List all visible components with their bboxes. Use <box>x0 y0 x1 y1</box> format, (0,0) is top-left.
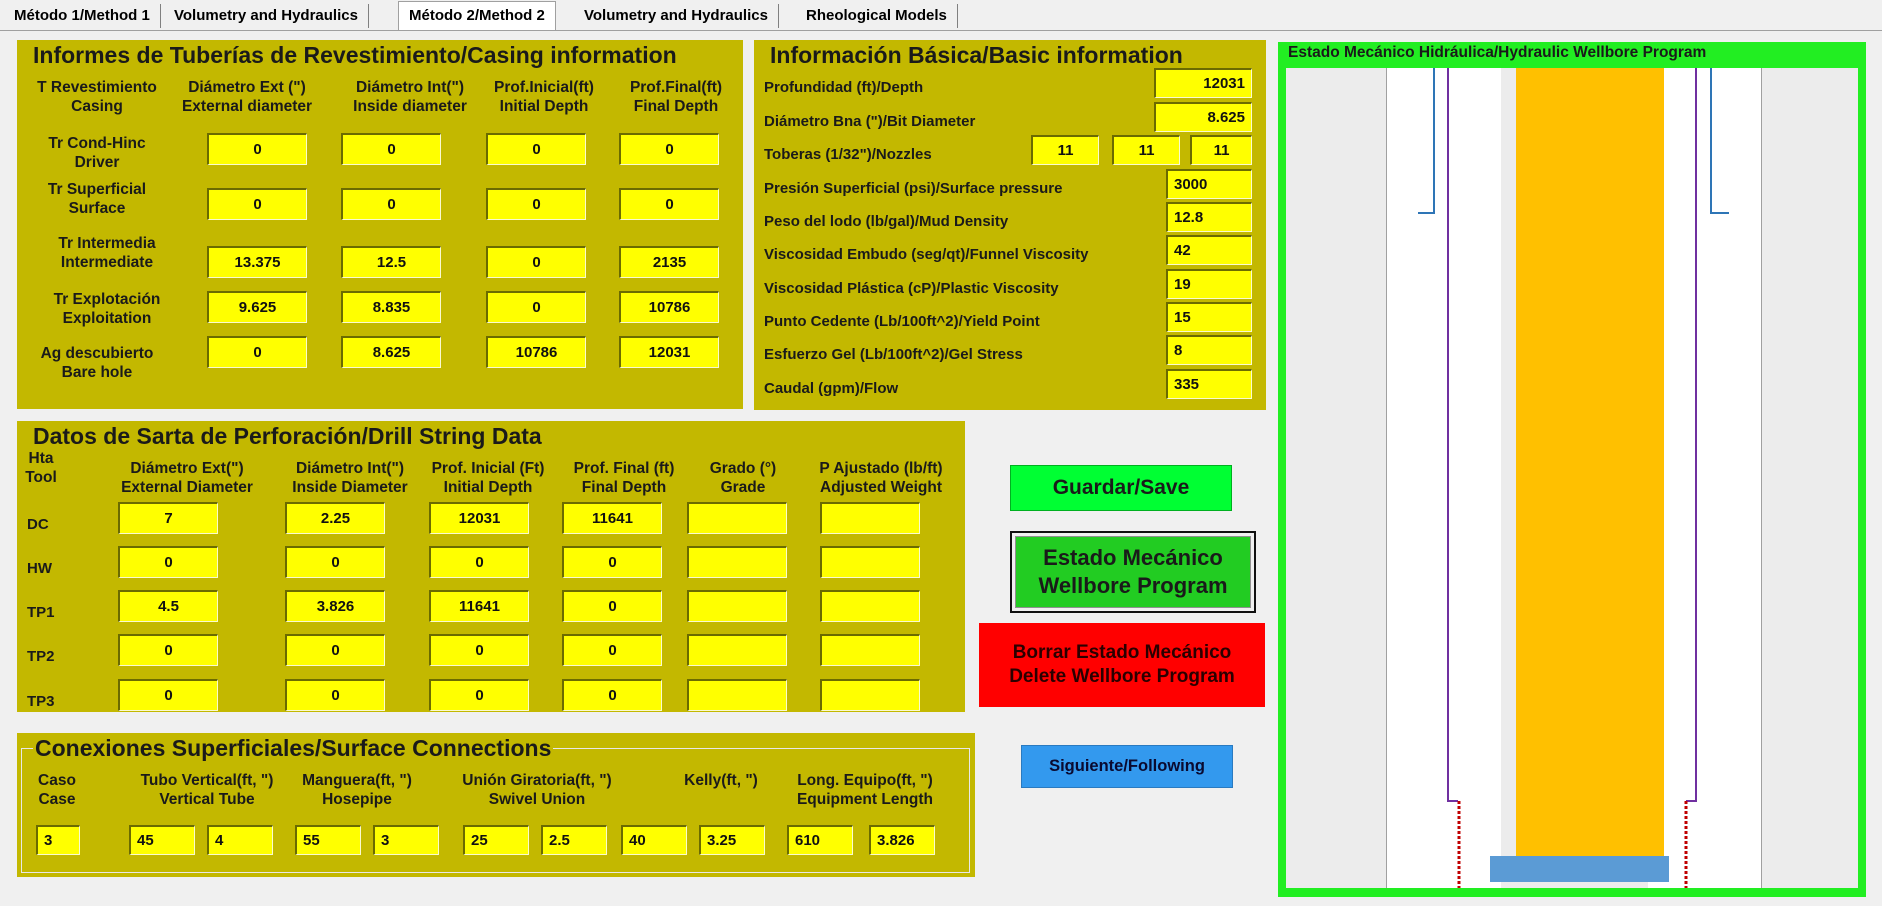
casing-initial-input[interactable]: 0 <box>486 188 586 220</box>
drill-final-input[interactable]: 0 <box>562 546 662 578</box>
drill-final-input[interactable]: 0 <box>562 590 662 622</box>
drill-weight-input[interactable] <box>820 502 920 534</box>
wellbore-canvas <box>1286 68 1858 888</box>
drill-ext-input[interactable]: 0 <box>118 546 218 578</box>
drill-initial-input[interactable]: 0 <box>429 679 529 711</box>
drill-initial-input[interactable]: 0 <box>429 634 529 666</box>
drill-weight-input[interactable] <box>820 546 920 578</box>
drill-bit <box>1490 856 1669 882</box>
yield-point-label: Punto Cedente (Lb/100ft^2)/Yield Point <box>764 313 1040 330</box>
drill-ext-input[interactable]: 0 <box>118 634 218 666</box>
casing-initial-input[interactable]: 10786 <box>486 336 586 368</box>
casing-initial-input[interactable]: 0 <box>486 246 586 278</box>
surface-title: Conexiones Superficiales/Surface Connections <box>35 735 552 761</box>
mud-density-input[interactable]: 12.8 <box>1166 202 1252 232</box>
casing-row-label: Ag descubierto Bare hole <box>40 345 154 381</box>
casing-int-input[interactable]: 12.5 <box>341 246 441 278</box>
drill-ext-input[interactable]: 4.5 <box>118 590 218 622</box>
swivel-in-input[interactable]: 2.5 <box>541 825 607 855</box>
casing-int-input[interactable]: 0 <box>341 188 441 220</box>
basic-info-panel <box>754 40 1266 410</box>
drill-header-weight: P Ajustado (lb/ft) Adjusted Weight <box>819 460 943 496</box>
casing-ext-input[interactable]: 13.375 <box>207 246 307 278</box>
drill-int-input[interactable]: 0 <box>285 679 385 711</box>
surface-casing-right <box>1711 68 1729 213</box>
tab-method-1[interactable]: Método 1/Method 1 <box>4 4 161 28</box>
gel-stress-input[interactable]: 8 <box>1166 335 1252 365</box>
hosepipe-ft-input[interactable]: 55 <box>295 825 361 855</box>
drill-grade-input[interactable] <box>687 634 787 666</box>
drill-header-initial: Prof. Inicial (Ft) Initial Depth <box>431 460 545 496</box>
casing-int-input[interactable]: 8.835 <box>341 291 441 323</box>
casing-row-label: Tr Cond-Hinc Driver <box>48 135 146 171</box>
hosepipe-in-input[interactable]: 3 <box>373 825 439 855</box>
drill-header-final: Prof. Final (ft) Final Depth <box>573 460 675 496</box>
surface-pressure-label: Presión Superficial (psi)/Surface pressure <box>764 180 1063 197</box>
surface-connections-panel <box>17 733 975 877</box>
drill-initial-input[interactable]: 11641 <box>429 590 529 622</box>
yield-point-input[interactable]: 15 <box>1166 302 1252 332</box>
formation-right <box>1762 68 1858 888</box>
surface-header-hosepipe: Manguera(ft, ") Hosepipe <box>302 772 412 808</box>
drill-header-ext: Diámetro Ext(") External Diameter <box>121 460 253 496</box>
wellbore-diagram <box>1286 68 1858 888</box>
surface-casing-left <box>1418 68 1434 213</box>
drill-final-input[interactable]: 0 <box>562 634 662 666</box>
casing-title: Informes de Tuberías de Revestimiento/Casing information <box>33 42 677 68</box>
equipment-ft-input[interactable]: 610 <box>787 825 853 855</box>
drill-ext-input[interactable]: 0 <box>118 679 218 711</box>
drill-int-input[interactable]: 0 <box>285 546 385 578</box>
save-button[interactable]: Guardar/Save <box>1010 465 1232 511</box>
surface-header-vertical-tube: Tubo Vertical(ft, ") Vertical Tube <box>140 772 274 808</box>
casing-final-input[interactable]: 0 <box>619 188 719 220</box>
casing-int-input[interactable]: 0 <box>341 133 441 165</box>
drill-string-title: Datos de Sarta de Perforación/Drill String Data <box>33 423 542 449</box>
casing-ext-input[interactable]: 0 <box>207 188 307 220</box>
drill-tool-label: TP3 <box>27 693 55 710</box>
drill-tool-label: TP1 <box>27 604 55 621</box>
drill-initial-input[interactable]: 0 <box>429 546 529 578</box>
drill-tool-label: DC <box>27 516 49 533</box>
drill-int-input[interactable]: 0 <box>285 634 385 666</box>
vertical-tube-ft-input[interactable]: 45 <box>129 825 195 855</box>
casing-initial-input[interactable]: 0 <box>486 291 586 323</box>
production-casing-right <box>1686 68 1696 801</box>
drill-grade-input[interactable] <box>687 546 787 578</box>
casing-panel <box>17 40 743 409</box>
tab-volumetry-2[interactable]: Volumetry and Hydraulics <box>574 4 779 28</box>
casing-row-label: Tr Explotación Exploitation <box>53 291 161 327</box>
swivel-ft-input[interactable]: 25 <box>463 825 529 855</box>
drill-initial-input[interactable]: 12031 <box>429 502 529 534</box>
surface-header-case: Caso Case <box>38 772 76 808</box>
formation-left <box>1286 68 1386 888</box>
casing-header-ext: Diámetro Ext (") External diameter <box>181 79 313 115</box>
casing-ext-input[interactable]: 0 <box>207 133 307 165</box>
surface-header-swivel: Unión Giratoria(ft, ") Swivel Union <box>462 772 612 808</box>
drill-grade-input[interactable] <box>687 679 787 711</box>
casing-int-input[interactable]: 8.625 <box>341 336 441 368</box>
case-input[interactable]: 3 <box>36 825 80 855</box>
drill-ext-input[interactable]: 7 <box>118 502 218 534</box>
plastic-viscosity-label: Viscosidad Plástica (cP)/Plastic Viscosity <box>764 280 1059 297</box>
kelly-ft-input[interactable]: 40 <box>621 825 687 855</box>
wellbore-frame <box>1278 42 1866 897</box>
nozzles-label: Toberas (1/32")/Nozzles <box>764 146 932 163</box>
casing-ext-input[interactable]: 0 <box>207 336 307 368</box>
delete-wellbore-button[interactable]: Borrar Estado Mecánico Delete Wellbore Program <box>979 623 1265 707</box>
tab-method-2[interactable]: Método 2/Method 2 <box>398 1 556 30</box>
nozzle-1-input[interactable]: 11 <box>1031 135 1099 165</box>
drill-string-panel <box>17 421 965 712</box>
drill-tool-label: TP2 <box>27 648 55 665</box>
depth-label: Profundidad (ft)/Depth <box>764 79 924 96</box>
drill-header-int: Diámetro Int(") Inside Diameter <box>292 460 408 496</box>
drill-header-grade: Grado (°) Grade <box>709 460 777 496</box>
wellbore-title: Estado Mecánico Hidráulica/Hydraulic Wellbore Program <box>1288 44 1707 61</box>
basic-info-title: Información Básica/Basic information <box>770 42 1183 68</box>
funnel-viscosity-label: Viscosidad Embudo (seg/qt)/Funnel Viscosity <box>764 246 1089 263</box>
bit-diameter-input[interactable]: 8.625 <box>1154 102 1252 132</box>
drill-tool-label: HW <box>27 560 52 577</box>
drill-weight-input[interactable] <box>820 679 920 711</box>
drill-int-input[interactable]: 3.826 <box>285 590 385 622</box>
casing-final-input[interactable]: 10786 <box>619 291 719 323</box>
bit-diameter-label: Diámetro Bna (")/Bit Diameter <box>764 113 976 130</box>
production-casing-left <box>1448 68 1458 801</box>
gel-stress-label: Esfuerzo Gel (Lb/100ft^2)/Gel Stress <box>764 346 1023 363</box>
casing-ext-input[interactable]: 9.625 <box>207 291 307 323</box>
surface-pressure-input[interactable]: 3000 <box>1166 169 1252 199</box>
drill-final-input[interactable]: 0 <box>562 679 662 711</box>
flow-label: Caudal (gpm)/Flow <box>764 380 899 397</box>
equipment-in-input[interactable]: 3.826 <box>869 825 935 855</box>
mud-density-label: Peso del lodo (lb/gal)/Mud Density <box>764 213 1009 230</box>
drill-header-tool: Hta Tool <box>25 450 57 486</box>
tab-rheological-models[interactable]: Rheological Models <box>796 4 958 28</box>
casing-row-label: Tr Intermedia Intermediate <box>58 235 156 271</box>
casing-header-int: Diámetro Int(") Inside diameter <box>353 79 467 115</box>
drill-string <box>1516 68 1664 861</box>
drill-grade-input[interactable] <box>687 502 787 534</box>
next-button[interactable]: Siguiente/Following <box>1021 745 1233 788</box>
casing-header-final: Prof.Final(ft) Final Depth <box>629 79 723 115</box>
drill-int-input[interactable]: 2.25 <box>285 502 385 534</box>
funnel-viscosity-input[interactable]: 42 <box>1166 235 1252 265</box>
casing-initial-input[interactable]: 0 <box>486 133 586 165</box>
tab-volumetry-1[interactable]: Volumetry and Hydraulics <box>164 4 369 28</box>
wellbore-program-button[interactable]: Estado Mecánico Wellbore Program <box>1010 531 1256 613</box>
casing-row-label: Tr Superficial Surface <box>47 181 147 217</box>
nozzle-2-input[interactable]: 11 <box>1112 135 1180 165</box>
casing-header-initial: Prof.Inicial(ft) Initial Depth <box>494 79 594 115</box>
casing-final-input[interactable]: 0 <box>619 133 719 165</box>
drill-weight-input[interactable] <box>820 590 920 622</box>
drill-grade-input[interactable] <box>687 590 787 622</box>
kelly-in-input[interactable]: 3.25 <box>699 825 765 855</box>
drill-weight-input[interactable] <box>820 634 920 666</box>
plastic-viscosity-input[interactable]: 19 <box>1166 269 1252 299</box>
casing-final-input[interactable]: 12031 <box>619 336 719 368</box>
formation-edge-right <box>1761 68 1762 888</box>
surface-header-equipment: Long. Equipo(ft, ") Equipment Length <box>796 772 934 808</box>
casing-final-input[interactable]: 2135 <box>619 246 719 278</box>
formation-edge-left <box>1386 68 1387 888</box>
tab-bar <box>0 0 1882 31</box>
nozzle-3-input[interactable]: 11 <box>1190 135 1252 165</box>
depth-input[interactable]: 12031 <box>1154 68 1252 98</box>
vertical-tube-in-input[interactable]: 4 <box>207 825 273 855</box>
flow-input[interactable]: 335 <box>1166 369 1252 399</box>
drill-final-input[interactable]: 11641 <box>562 502 662 534</box>
surface-header-kelly: Kelly(ft, ") <box>684 772 758 789</box>
casing-header-type: T Revestimiento Casing <box>37 79 157 115</box>
